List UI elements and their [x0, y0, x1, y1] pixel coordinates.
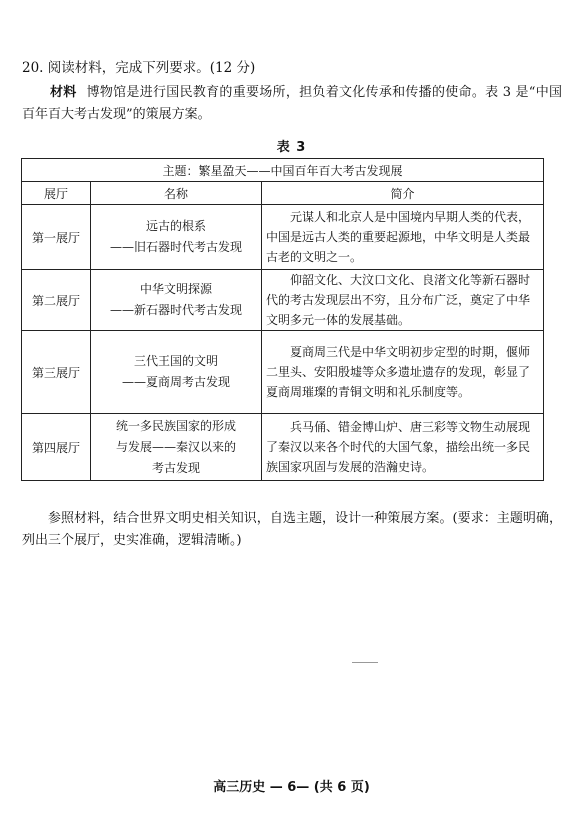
hall-cell: 第三展厅: [22, 331, 91, 414]
name-cell: [91, 414, 262, 481]
question-title: 20. 阅读材料，完成下列要求。(12 分): [22, 60, 256, 76]
header-intro: 简介: [262, 182, 544, 205]
name-cell: [91, 205, 262, 270]
divider: [352, 662, 378, 663]
page-footer: 高三历史 — 6— (共 6 页): [213, 780, 370, 795]
intro-cell: 夏商周三代是中华文明初步定型的时期，偃师二里头、安阳殷墟等众多遗址遗存的发现，彰显了夏商周璀璨的青铜文明和礼乐制度等。: [262, 331, 544, 414]
header-hall: 展厅: [22, 182, 91, 205]
name-cell: [91, 270, 262, 331]
header-name: 名称: [91, 182, 262, 205]
name-line: 三代王国的文明: [133, 354, 218, 368]
instruction-paragraph: [22, 508, 562, 552]
intro-cell: 元谋人和北京人是中国境内早期人类的代表，中国是远古人类的重要起源地，中华文明是人类最古老的文明之一。: [262, 205, 544, 270]
name-line: 中华文明探源: [139, 282, 212, 296]
hall-cell: 第二展厅: [22, 270, 91, 331]
material-text: 博物馆是进行国民教育的重要场所，担负着文化传承和传播的使命。表 3 是“中国百年百大考古发现”的策展方案。: [22, 85, 562, 122]
material-paragraph: [22, 82, 562, 126]
exhibition-table: [21, 158, 544, 481]
name-line: ——新石器时代考古发现: [109, 303, 242, 317]
table-row: [22, 270, 544, 331]
name-line: ——夏商周考古发现: [121, 375, 230, 389]
name-cell: [91, 331, 262, 414]
table-row: [22, 205, 544, 270]
name-line: ——旧石器时代考古发现: [109, 240, 242, 254]
name-line: 与发展——秦汉以来的: [115, 439, 236, 454]
material-label: 材料: [50, 85, 77, 100]
intro-cell: 仰韶文化、大汶口文化、良渚文化等新石器时代的考古发现层出不穷，且分布广泛，奠定了中华文明多元一体的发展基础。: [262, 270, 544, 331]
name-line: 远古的根系: [145, 219, 206, 233]
hall-cell: 第一展厅: [22, 205, 91, 270]
table-theme: 主题：繁星盈天——中国百年百大考古发现展: [22, 159, 544, 182]
hall-cell: 第四展厅: [22, 414, 91, 481]
intro-cell: 兵马俑、错金博山炉、唐三彩等文物生动展现了秦汉以来各个时代的大国气象，描绘出统一多民族国家巩固与发展的浩瀚史诗。: [262, 414, 544, 481]
table-row: [22, 331, 544, 414]
instruction-text: 参照材料，结合世界文明史相关知识，自选主题，设计一种策展方案。(要求：主题明确，列出三个展厅，史实准确，逻辑清晰。): [22, 511, 562, 548]
table-caption: 表 3: [276, 140, 307, 155]
table-row: [22, 414, 544, 481]
name-line: 考古发现: [151, 460, 200, 475]
name-line: 统一多民族国家的形成: [115, 418, 236, 433]
